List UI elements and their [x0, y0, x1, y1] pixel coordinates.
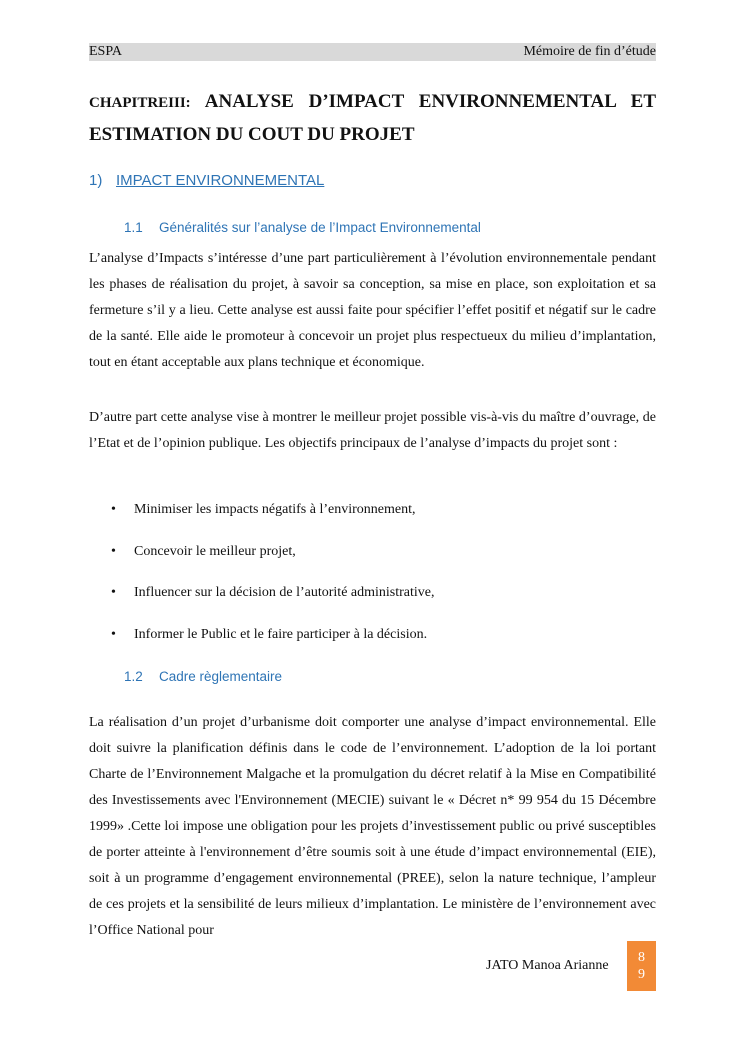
list-item: [89, 625, 656, 667]
page-number-digit: 9: [638, 967, 645, 982]
paragraph-impact-analysis: L’analyse d’Impacts s’intéresse d’une part particulièrement à l’évolution environnementale pendant les phases de réalisation du projet, à savoir sa conception, sa mise en place, son exploitation et sa fermeture s’il y a lieu. Cette analyse est aussi faite pour spécifier l’effet positif et négatif sur le cadre de la santé. Elle aide le promoteur à concevoir un projet plus respectueux du milieu d’implantation, tout en étant acceptable aux plans technique et économique.: [89, 251, 656, 370]
chapter-title: ANALYSE D’IMPACT ENVIRONNEMENTAL ET ESTIMATION DU COUT DU PROJET: [89, 91, 656, 145]
footer-author: JATO Manoa Arianne: [486, 958, 609, 973]
bullet-icon: •: [111, 543, 116, 559]
section-number: 1): [89, 172, 103, 189]
subsection-title: Cadre règlementaire: [159, 669, 283, 684]
list-item: [89, 542, 656, 584]
list-item: [89, 583, 656, 625]
subsection-heading-1-1: [124, 220, 481, 235]
objectives-list: [89, 500, 656, 666]
bullet-icon: •: [111, 626, 116, 642]
list-item-text: Informer le Public et le faire participer à la décision.: [134, 626, 428, 642]
section-heading-1: [89, 172, 324, 189]
section-title: IMPACT ENVIRONNEMENTAL: [116, 172, 325, 189]
paragraph-objectives-intro: D’autre part cette analyse vise à montrer le meilleur projet possible vis-à-vis du maître d’ouvrage, de l’Etat et de l’opinion publique. Les objectifs principaux de l’analyse d’impacts du projet sont :: [89, 410, 656, 451]
paragraph-regulatory-framework: La réalisation d’un projet d’urbanisme doit comporter une analyse d’impact environnemental. Elle doit suivre la planification définis dans le code de l’environnement. L’adoption de la loi portant Charte de l’Environnement Malgache et la promulgation du décret relatif à la Mise en Compatibilité des Investissements avec l'Environnement (MECIE) suivant le « Décret n* 99 954 du 15 Décembre 1999» .Cette loi impose une obligation pour les projets d’investissement public ou privé susceptibles de porter atteinte à l'environnement d’être soumis soit à une étude d’impact environnemental (EIE), soit à un programme d’engagement environnemental (PREE), selon la nature technique, l’ampleur de ces projets et la sensibilité de leurs milieux d’implantation. Le ministère de l’environnement avec l’Office National pour: [89, 715, 656, 938]
page-number-badge: [627, 941, 656, 991]
bullet-icon: •: [111, 502, 116, 517]
subsection-heading-1-2: [124, 669, 282, 684]
list-item-text: Minimiser les impacts négatifs à l’environnement,: [134, 502, 416, 517]
list-item-text: Concevoir le meilleur projet,: [134, 543, 296, 559]
bullet-icon: •: [111, 585, 116, 600]
page-header: [89, 43, 656, 61]
chapter-heading: [89, 86, 656, 152]
subsection-number: 1.1: [124, 220, 143, 235]
header-school: ESPA: [89, 44, 122, 59]
subsection-title: Généralités sur l’analyse de l’Impact Environnemental: [159, 220, 481, 235]
chapter-prefix: CHAPITREIII:: [89, 95, 191, 111]
subsection-number: 1.2: [124, 669, 143, 684]
page-number-digit: 8: [638, 950, 645, 965]
list-item-text: Influencer sur la décision de l’autorité administrative,: [134, 585, 435, 600]
header-document-type: Mémoire de fin d’étude: [523, 44, 656, 59]
list-item: [89, 500, 656, 542]
